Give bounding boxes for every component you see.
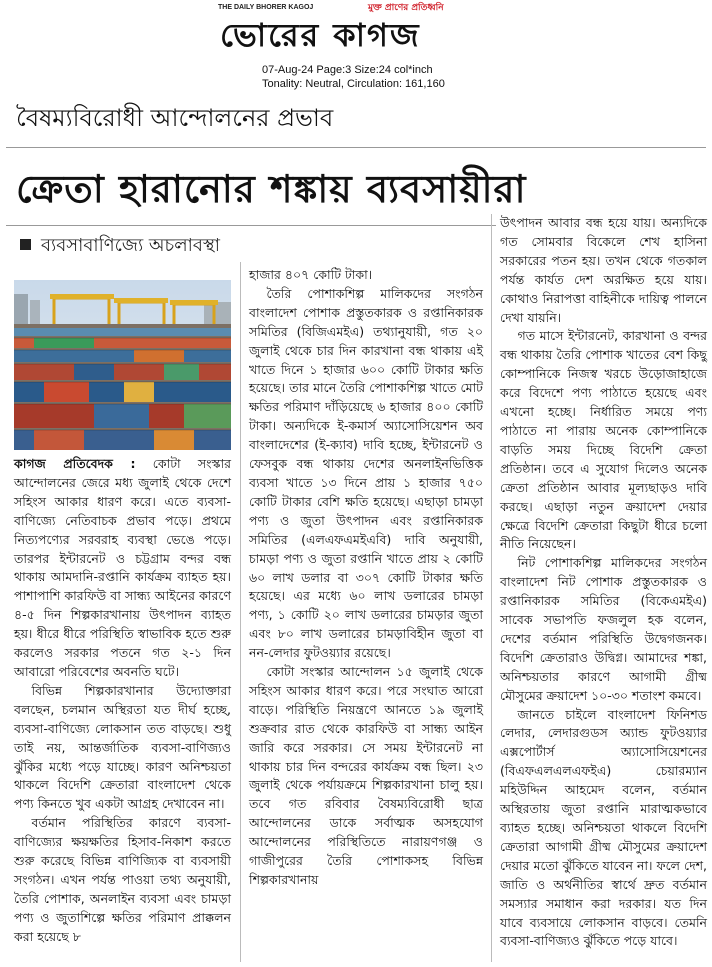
paragraph: জানতে চাইলে বাংলাদেশ ফিনিশড লেদার, লেদারগুডস অ্যান্ড ফুটওয়্যার এক্সপোর্টার্স অ্যাসোসিয়েশনের (বিএফএলএলএফইএ) চেয়ারম্যান মহিউদ্দিন আহমেদ বলেন, বর্তমান অস্থিরতায় জুতা রপ্তানি মারাত্মকভাবে ব্যাহত হচ্ছে। অনিশ্চয়তা থাকলে বিদেশি ক্রেতারা আগামী গ্রীষ্ম মৌসুমের ক্রয়াদেশ দেয়ার মতো ঝুঁকিতে যাবেন না। ফলে দেশ, জাতি ও অর্থনীতির স্বার্থে দ্রুত বর্তমান সমস্যার সমাধান করা দরকার। যত দিন যাবে ব্যবসায়ে লোকসান বাড়বে। তেমনি ব্যবসা-বাণিজ্যও ঝুঁকিতে পড়ে যাবে। (500, 706, 707, 949)
subhead-text: ব্যবসাবাণিজ্যে অচলাবস্থা (41, 235, 221, 256)
square-bullet-icon (20, 239, 31, 250)
article-column-3 (500, 214, 707, 951)
divider (6, 147, 706, 148)
paragraph: কোটা সংস্কার আন্দোলন ১৫ জুলাই থেকে সহিংস আকার ধারণ করে। পরে সংঘাত আরো বাড়ে। পরিস্থিতি নিয়ন্ত্রণে আনতে ১৯ জুলাই শুক্রবার রাত থেকে কারফিউ বা সান্ধ্য আইন জারি করে সরকার। সে সময় ইন্টারনেট না থাকায় চার দিন বন্দরের কার্যক্রম বন্ধ ছিল। ২৩ জুলাই থেকে পর্যায়ক্রমে শিল্পকারখানা চালু হয়। তবে গত রবিবার বৈষম্যবিরোধী ছাত্র আন্দোলনের ডাকে সর্বাত্মক অসহযোগ আন্দোলনের পরিস্থিতিতে নারায়ণগঞ্জ ও গাজীপুরের তৈরি পোশাকসহ বিভিন্ন শিল্পকারখানায় (249, 664, 483, 887)
masthead-motto: মুক্ত প্রাণের প্রতিধ্বনি (368, 3, 444, 13)
tonality-info: Tonality: Neutral, Circulation: 161,160 (262, 78, 445, 90)
paragraph: তৈরি পোশাকশিল্প মালিকদের সংগঠন বাংলাদেশ পোশাক প্রস্তুতকারক ও রপ্তানিকারক সমিতির (বিজিএমইএ) তথ্যানুযায়ী, গত ২০ জুলাই থেকে চার দিন কারখানা বন্ধ থাকায় এই খাতে দিনে ১ হাজার ৬০০ কোটি টাকার ক্ষতি হয়েছে। তার মানে তৈরি পোশাকশিল্প খাতে মোট ক্ষতির পরিমাণ দাঁড়িয়েছে ৬ হাজার ৪০০ কোটি টাকা। অন্যদিকে ই-কমার্স অ্যাসোসিয়েশন অব বাংলাদেশের (ই-ক্যাব) দাবি হচ্ছে, ইন্টারনেট ও ফেসবুক বন্ধ থাকায় দেশের অনলাইনভিত্তিক ব্যবসা খাতে ১৩ দিনে প্রায় ১ হাজার ৭৫০ কোটি টাকার বেশি ক্ষতি হয়েছে। এছাড়া চামড়া পণ্য ও জুতা উৎপাদন এবং রপ্তানিকারক সমিতির (এলএফএমইএবি) দাবি অনুযায়ী, চামড়া পণ্য ও জুতা রপ্তানি খাতে প্রায় ২ কোটি ৬০ লাখ ডলার বা ৩০৭ কোটি টাকার ক্ষতি হয়েছে। এর মধ্যে ৬০ লাখ ডলারের চামড়া পণ্য, ১ কোটি ২০ লাখ ডলারের চামড়ার জুতা এবং ৮০ লাখ ডলারের চামড়াবিহীন জুতা বা নন-লেদার ফুটওয়্যার রয়েছে। (249, 285, 483, 661)
clip-info: 07-Aug-24 Page:3 Size:24 col*inch (262, 64, 433, 76)
paragraph: গত মাসে ইন্টারনেট, কারখানা ও বন্দর বন্ধ থাকায় তৈরি পোশাক খাতের বেশ কিছু কোম্পানিকে নিজস্ব খরচে উড়োজাহাজে করে বিদেশে পণ্য পাঠাতে হয়েছে এবং এখনো হচ্ছে। নির্ধারিত সময়ে পণ্য পাঠাতে না পারায় অনেক কোম্পানিকে বাড়তি সময় দিচ্ছে বিদেশি ক্রেতা প্রতিষ্ঠান। তবে এ সুযোগ দিলেও অনেক ক্রেতা প্রতিষ্ঠান আবার মূল্যছাড়ও দাবি করছে। এছাড়া নতুন ক্রয়াদেশ দেয়ার ক্ষেত্রে বিদেশি ক্রেতারা কিছুটা ধীরে চলো নীতি নিয়েছেন। (500, 328, 707, 552)
paragraph (14, 455, 231, 682)
paragraph: হাজার ৪০৭ কোটি টাকা। (249, 267, 373, 282)
paragraph: বিভিন্ন শিল্পকারখানার উদ্যোক্তারা বলছেন, চলমান অস্থিরতা যত দীর্ঘ হচ্ছে, ব্যবসা-বাণিজ্যে লোকসান তত বাড়ছে। শুধু তাই নয়, আন্তর্জাতিক ব্যবসা-বাণিজ্যও ঝুঁকির মধ্যে পড়ে যাচ্ছে। কারণ অনিশ্চয়তা থাকলে বিদেশি ক্রেতারা বাংলাদেশ থেকে পণ্য কিনতে খুব একটা আগ্রহ দেখাবেন না। (14, 682, 231, 812)
container-port-photo (14, 280, 231, 450)
article-subhead (20, 231, 220, 262)
byline: কাগজ প্রতিবেদক : (14, 456, 136, 471)
article-column-2 (249, 266, 483, 890)
paragraph: উৎপাদন আবার বন্ধ হয়ে যায়। অন্যদিকে গত সোমবার বিকেলে শেখ হাসিনা সরকারের পতন হয়। তখন থেকে গতকাল পর্যন্ত কার্যত দেশ অরক্ষিত হয়ে যায়। কোথাও নিরাপত্তা বাহিনীকে দায়িত্ব পালনে দেখা যায়নি। (500, 215, 707, 325)
newspaper-name: ভোরের কাগজ (220, 16, 421, 54)
article-column-1 (14, 455, 231, 947)
paragraph: বর্তমান পরিস্থিতির কারণে ব্যবসা-বাণিজ্যের ক্ষয়ক্ষতির হিসাব-নিকাশ করতে শুরু করেছে বিভিন্ন বাণিজ্যিক বা ব্যবসায়ী সংগঠন। এখন পর্যন্ত পাওয়া তথ্য অনুযায়ী, তৈরি পোশাক, অনলাইন ব্যবসা এবং চামড়া পণ্য ও জুতাশিল্পে ক্ষতির পরিমাণ প্রাক্কলন করা হয়েছে ৮ (14, 815, 231, 944)
masthead-english-name: THE DAILY BHORER KAGOJ (218, 4, 314, 11)
column-separator (240, 262, 241, 962)
article-headline: ক্রেতা হারানোর শঙ্কায় ব্যবসায়ীরা (16, 167, 527, 211)
divider (6, 225, 496, 226)
paragraph: নিট পোশাকশিল্প মালিকদের সংগঠন বাংলাদেশ নিট পোশাক প্রস্তুতকারক ও রপ্তানিকারক সমিতির (বিকেএমইএ) সাবেক সভাপতি ফজলুল হক বলেন, দেশের বর্তমান পরিস্থিতি উদ্বেগজনক। বিদেশি ক্রেতারাও উদ্বিগ্ন। আমাদের শঙ্কা, অনিশ্চয়তার কারণে আগামী গ্রীষ্ম মৌসুমের ক্রয়াদেশ ১০-৩০ শতাংশ কমবে। (500, 555, 707, 703)
article-kicker: বৈষম্যবিরোধী আন্দোলনের প্রভাব (16, 104, 334, 132)
column-separator (491, 214, 492, 962)
paragraph-text: কোটা সংস্কার আন্দোলনের জেরে মধ্য জুলাই থেকে দেশে সহিংস আকার ধারণ করে। এতে ব্যবসা-বাণিজ্যে নেতিবাচক প্রভাব পড়ে। প্রথমে নিত্যপণ্যের সরবরাহ ব্যবস্থা ভেঙে পড়ে। তারপর ইন্টারনেট ও চট্টগ্রাম বন্দর বন্ধ থাকায় আমদানি-রপ্তানি কার্যক্রম ব্যাহত হয়। পাশাপাশি কারফিউ বা সান্ধ্য আইনের কারণে ৪-৫ দিন শিল্পকারখানায় উৎপাদন ব্যাহত হয়। ধীরে ধীরে পরিস্থিতি স্বাভাবিক হতে শুরু করলেও সরকার পতনে গত ২-১ দিন আবারো পরিবেশের অবনতি ঘটে। (14, 456, 232, 679)
